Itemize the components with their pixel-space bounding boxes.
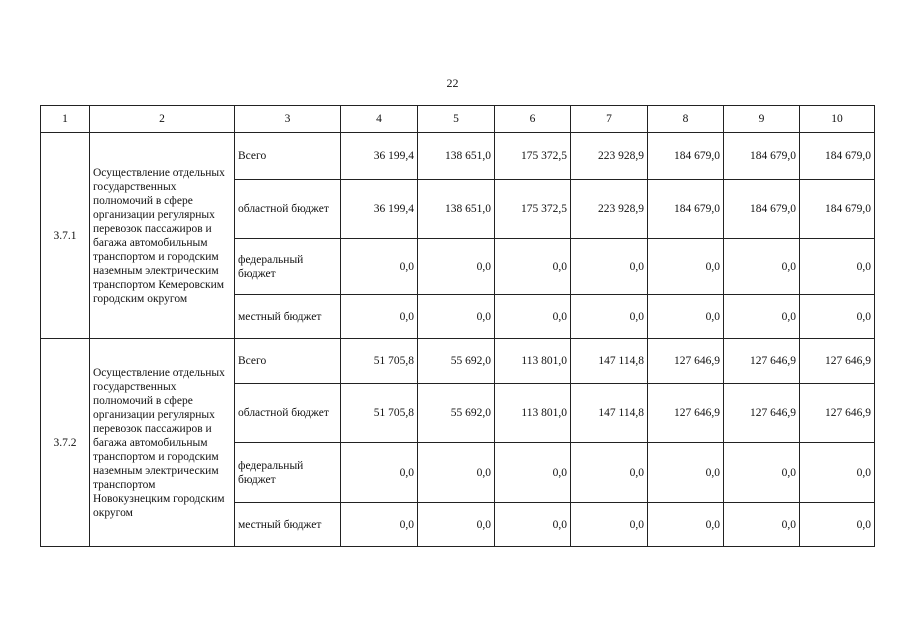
value-cell: 0,0 <box>341 503 418 547</box>
table-row <box>41 339 875 384</box>
value-cell: 0,0 <box>418 295 495 339</box>
value-cell: 184 679,0 <box>724 133 800 180</box>
funding-source: местный бюджет <box>235 295 341 339</box>
value-cell: 138 651,0 <box>418 180 495 239</box>
section-code: 3.7.1 <box>41 133 90 339</box>
value-cell: 184 679,0 <box>724 180 800 239</box>
value-cell: 147 114,8 <box>571 384 648 443</box>
funding-source: федеральный бюджет <box>235 443 341 503</box>
value-cell: 127 646,9 <box>724 339 800 384</box>
page-number: 22 <box>446 76 459 90</box>
value-cell: 0,0 <box>418 503 495 547</box>
value-cell: 0,0 <box>724 503 800 547</box>
column-header: 6 <box>495 106 571 133</box>
value-cell: 0,0 <box>800 443 875 503</box>
funding-source: областной бюджет <box>235 180 341 239</box>
value-cell: 175 372,5 <box>495 180 571 239</box>
value-cell: 0,0 <box>495 295 571 339</box>
funding-source: Всего <box>235 339 341 384</box>
value-cell: 0,0 <box>724 239 800 295</box>
funding-source: федеральный бюджет <box>235 239 341 295</box>
column-header: 9 <box>724 106 800 133</box>
value-cell: 0,0 <box>571 239 648 295</box>
value-cell: 0,0 <box>800 503 875 547</box>
value-cell: 127 646,9 <box>648 384 724 443</box>
value-cell: 147 114,8 <box>571 339 648 384</box>
value-cell: 127 646,9 <box>800 339 875 384</box>
value-cell: 0,0 <box>571 503 648 547</box>
column-header: 7 <box>571 106 648 133</box>
value-cell: 127 646,9 <box>800 384 875 443</box>
value-cell: 55 692,0 <box>418 339 495 384</box>
column-header: 8 <box>648 106 724 133</box>
value-cell: 0,0 <box>418 239 495 295</box>
column-header: 4 <box>341 106 418 133</box>
value-cell: 0,0 <box>495 503 571 547</box>
section-description: Осуществление отдельных государственных полномочий в сфере организации регулярных перевозок пассажиров и багажа автомобильным транспортом и городским наземным электрическим транспортом Кемеровским городским округом <box>90 133 235 339</box>
value-cell: 0,0 <box>648 503 724 547</box>
value-cell: 0,0 <box>571 443 648 503</box>
value-cell: 184 679,0 <box>800 180 875 239</box>
value-cell: 184 679,0 <box>800 133 875 180</box>
value-cell: 0,0 <box>571 295 648 339</box>
funding-source: областной бюджет <box>235 384 341 443</box>
value-cell: 0,0 <box>495 239 571 295</box>
value-cell: 0,0 <box>341 295 418 339</box>
value-cell: 138 651,0 <box>418 133 495 180</box>
value-cell: 0,0 <box>724 443 800 503</box>
column-header: 5 <box>418 106 495 133</box>
column-header: 10 <box>800 106 875 133</box>
value-cell: 36 199,4 <box>341 133 418 180</box>
column-header: 3 <box>235 106 341 133</box>
value-cell: 0,0 <box>648 239 724 295</box>
value-cell: 0,0 <box>648 295 724 339</box>
value-cell: 113 801,0 <box>495 339 571 384</box>
value-cell: 184 679,0 <box>648 180 724 239</box>
value-cell: 0,0 <box>341 239 418 295</box>
funding-source: Всего <box>235 133 341 180</box>
value-cell: 51 705,8 <box>341 384 418 443</box>
value-cell: 184 679,0 <box>648 133 724 180</box>
header-row <box>41 106 875 133</box>
value-cell: 51 705,8 <box>341 339 418 384</box>
value-cell: 0,0 <box>418 443 495 503</box>
value-cell: 0,0 <box>724 295 800 339</box>
section-code: 3.7.2 <box>41 339 90 547</box>
table-row <box>41 133 875 180</box>
value-cell: 0,0 <box>495 443 571 503</box>
column-header: 1 <box>41 106 90 133</box>
column-header: 2 <box>90 106 235 133</box>
funding-source: местный бюджет <box>235 503 341 547</box>
value-cell: 0,0 <box>648 443 724 503</box>
value-cell: 223 928,9 <box>571 180 648 239</box>
value-cell: 0,0 <box>800 239 875 295</box>
value-cell: 0,0 <box>341 443 418 503</box>
section-description: Осуществление отдельных государственных полномочий в сфере организации регулярных перевозок пассажиров и багажа автомобильным транспортом и городским наземным электрическим транспортом Новокузнецким городским округом <box>90 339 235 547</box>
value-cell: 127 646,9 <box>648 339 724 384</box>
value-cell: 127 646,9 <box>724 384 800 443</box>
budget-table <box>40 105 875 547</box>
value-cell: 55 692,0 <box>418 384 495 443</box>
value-cell: 175 372,5 <box>495 133 571 180</box>
value-cell: 223 928,9 <box>571 133 648 180</box>
value-cell: 36 199,4 <box>341 180 418 239</box>
value-cell: 113 801,0 <box>495 384 571 443</box>
value-cell: 0,0 <box>800 295 875 339</box>
